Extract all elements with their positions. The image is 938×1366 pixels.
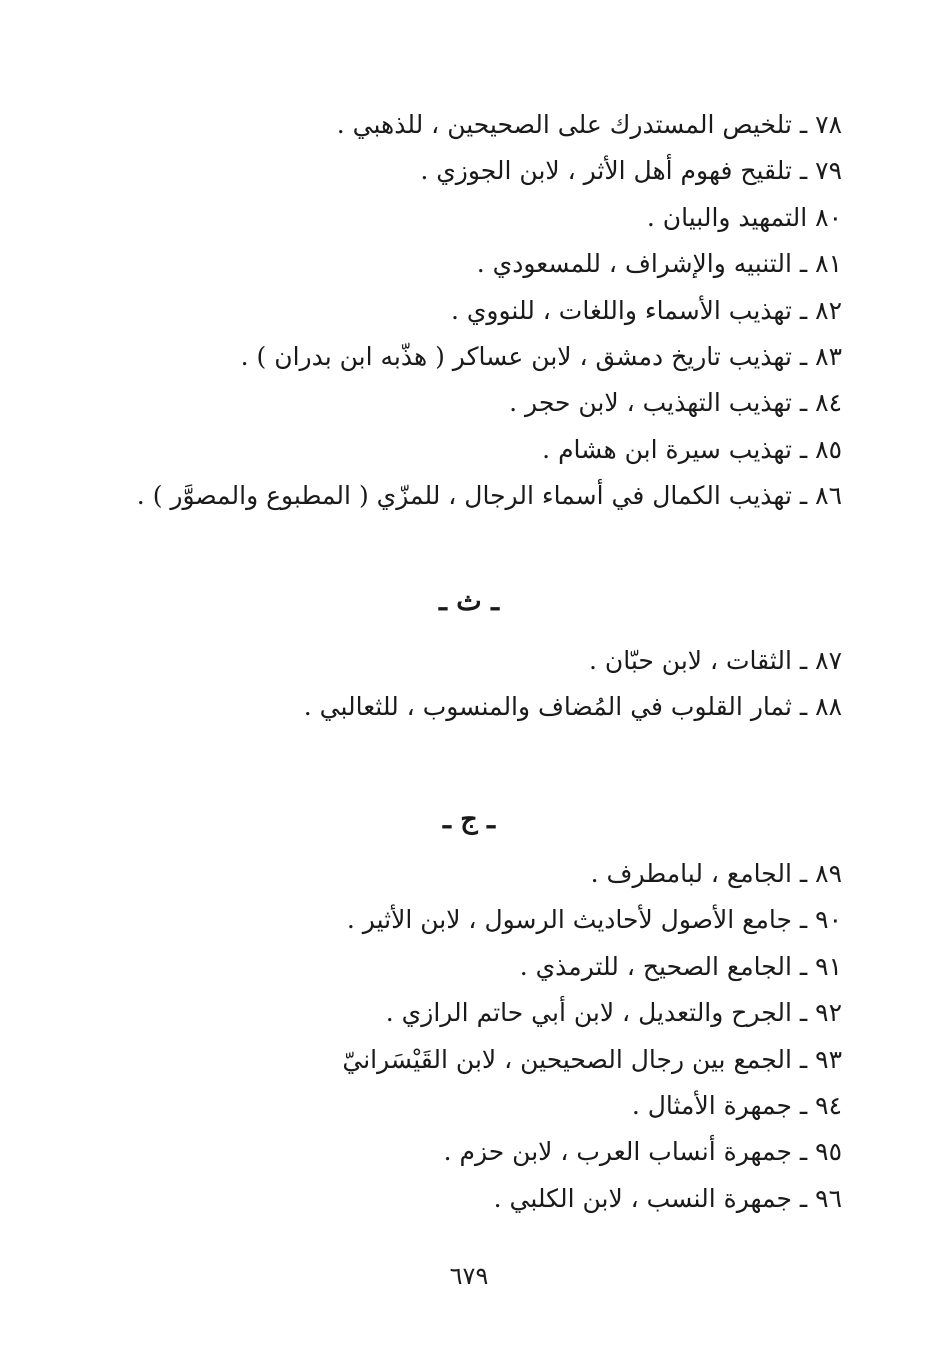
bibliography-entry-88: ٨٨ ـ ثمار القلوب في المُضاف والمنسوب ، للثعالبي . bbox=[303, 692, 842, 722]
bibliography-entry-81: ٨١ ـ التنبيه والإشراف ، للمسعودي . bbox=[476, 249, 842, 279]
bibliography-entry-87: ٨٧ ـ الثقات ، لابن حبّان . bbox=[588, 646, 842, 675]
bibliography-entry-94: ٩٤ ـ جمهرة الأمثال . bbox=[631, 1090, 842, 1120]
bibliography-entry-78: ٧٨ ـ تلخيص المستدرك على الصحيحين ، للذهبي . bbox=[336, 110, 842, 139]
entry-group-jim bbox=[142, 851, 842, 1222]
bibliography-entry-84: ٨٤ ـ تهذيب التهذيب ، لابن حجر . bbox=[509, 388, 842, 418]
bibliography-entry-93: ٩٣ ـ الجمع بين رجال الصحيحين ، لابن القَيْسَرانيّ bbox=[342, 1044, 842, 1074]
bibliography-entry-86: ٨٦ ـ تهذيب الكمال في أسماء الرجال ، للمزّي ( المطبوع والمصوَّر ) . bbox=[136, 481, 842, 511]
bibliography-entry-83: ٨٣ ـ تهذيب تاريخ دمشق ، لابن عساكر ( هذّبه ابن بدران ) . bbox=[240, 341, 842, 371]
bibliography-entry-91: ٩١ ـ الجامع الصحيح ، للترمذي . bbox=[519, 951, 842, 981]
bibliography-entry-79: ٧٩ ـ تلقيح فهوم أهل الأثر ، لابن الجوزي . bbox=[420, 156, 842, 186]
bibliography-entry-85: ٨٥ ـ تهذيب سيرة ابن هشام . bbox=[542, 434, 842, 464]
section-heading-tha: ـ ث ـ bbox=[438, 586, 500, 617]
bibliography-entry-89: ٨٩ ـ الجامع ، لبامطرف . bbox=[590, 859, 842, 888]
bibliography-entry-92: ٩٢ ـ الجرح والتعديل ، لابن أبي حاتم الرازي . bbox=[385, 998, 842, 1028]
bibliography-entry-82: ٨٢ ـ تهذيب الأسماء واللغات ، للنووي . bbox=[450, 295, 842, 325]
entry-group-tha bbox=[142, 638, 842, 731]
bibliography-entry-95: ٩٥ ـ جمهرة أنساب العرب ، لابن حزم . bbox=[443, 1137, 842, 1167]
section-heading-jim: ـ ج ـ bbox=[442, 804, 496, 835]
bibliography-entry-96: ٩٦ ـ جمهرة النسب ، لابن الكلبي . bbox=[493, 1183, 842, 1213]
page-number: ٦٧٩ bbox=[449, 1262, 489, 1290]
bibliography-entry-80: ٨٠ التمهيد والبيان . bbox=[646, 202, 842, 232]
entry-group-ta bbox=[136, 102, 842, 520]
bibliography-entry-90: ٩٠ ـ جامع الأصول لأحاديث الرسول ، لابن الأثير . bbox=[346, 905, 842, 935]
